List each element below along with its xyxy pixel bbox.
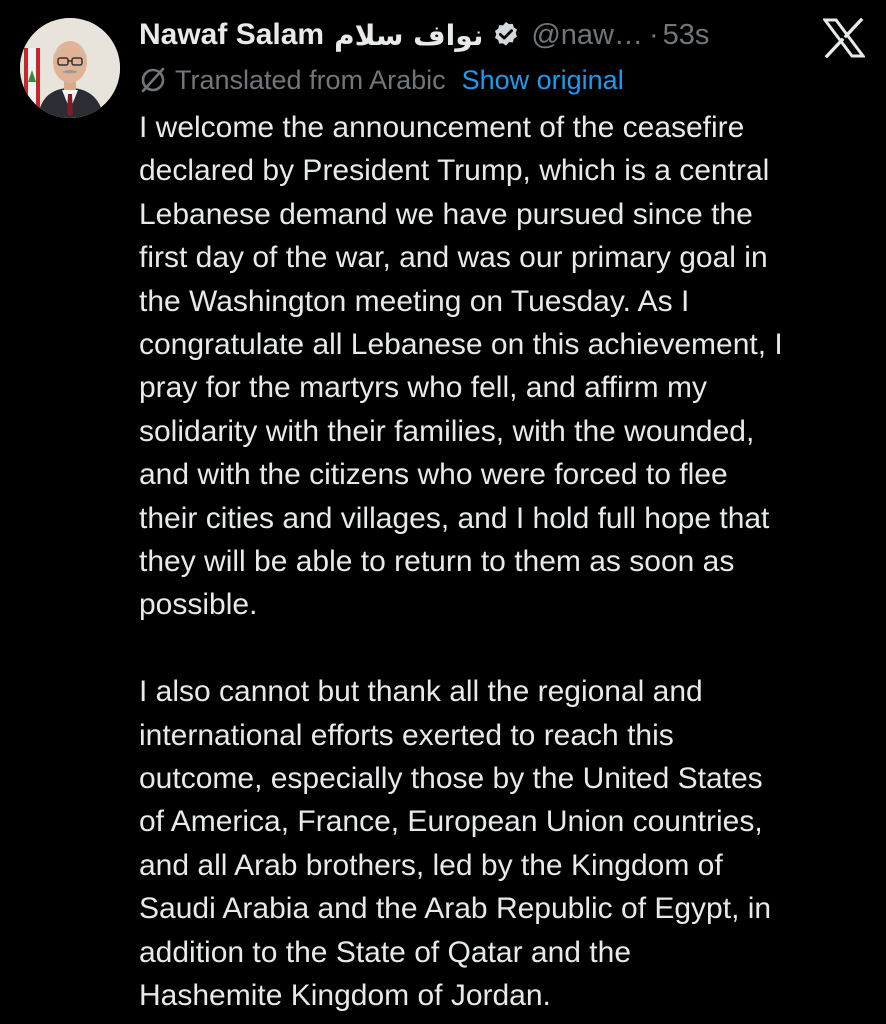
display-name[interactable]: Nawaf Salam: [139, 18, 325, 51]
x-logo-icon[interactable]: [823, 18, 865, 58]
tweet-line: possible.: [139, 588, 258, 622]
tweet-header: [139, 12, 786, 58]
tweet-line: the Washington meeting on Tuesday. As I: [139, 284, 690, 318]
tweet-line: and with the citizens who were forced to flee: [139, 458, 728, 492]
tweet-line: international efforts exerted to reach this: [139, 718, 674, 752]
tweet-timestamp[interactable]: 53s: [662, 18, 710, 51]
separator-dot: ·: [649, 18, 659, 51]
tweet-line: and all Arab brothers, led by the Kingdom of: [139, 848, 723, 882]
tweet-line: their cities and villages, and I hold full hope that: [139, 501, 770, 535]
tweet-line: of America, France, European Union countries,: [139, 805, 763, 839]
tweet-line: solidarity with their families, with the wounded,: [139, 414, 755, 448]
tweet-line: addition to the State of Qatar and the: [139, 935, 632, 969]
translate-slash-icon: [139, 66, 167, 94]
tweet-line: congratulate all Lebanese on this achievement, I: [139, 328, 783, 362]
tweet-line: Lebanese demand we have pursued since the: [139, 197, 753, 231]
tweet-line: Hashemite Kingdom of Jordan.: [139, 979, 551, 1013]
verified-badge-icon[interactable]: [491, 20, 521, 50]
avatar[interactable]: [20, 18, 120, 118]
tweet-line: I also cannot but thank all the regional and: [139, 675, 703, 709]
tweet-line: they will be able to return to them as soon as: [139, 545, 735, 579]
user-handle[interactable]: @naw…: [531, 18, 643, 51]
tweet-line: declared by President Trump, which is a central: [139, 154, 770, 188]
arabic-display-name[interactable]: نواف سلام: [334, 18, 484, 52]
paragraph-gap: [139, 627, 874, 670]
tweet-line: pray for the martyrs who fell, and affirm my: [139, 371, 707, 405]
tweet-line: outcome, especially those by the United States: [139, 762, 763, 796]
avatar-image: [20, 18, 120, 118]
tweet-body: [139, 106, 874, 1018]
translation-note: Translated from Arabic: [175, 64, 446, 95]
show-original-link[interactable]: Show original: [461, 64, 624, 95]
tweet-line: Saudi Arabia and the Arab Republic of Egypt, in: [139, 892, 772, 926]
translation-bar: [139, 60, 624, 100]
tweet-line: first day of the war, and was our primary goal in: [139, 241, 768, 275]
tweet-line: I welcome the announcement of the ceasefire: [139, 111, 745, 144]
